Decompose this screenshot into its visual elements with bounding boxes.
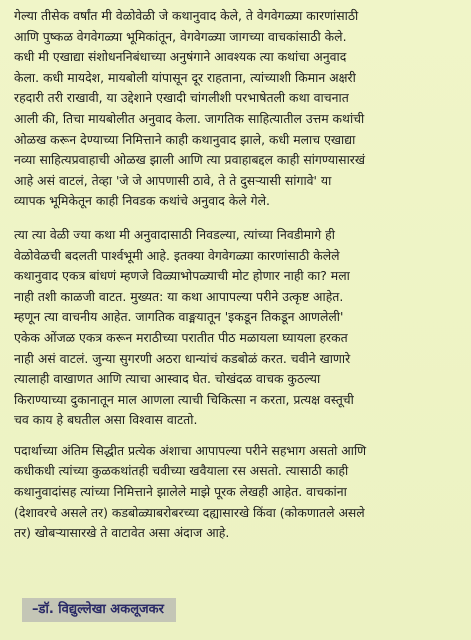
- text-line: रहदारी तरी राखावी, या उद्देशाने एखादी चांगलीशी परभाषेतली कथा वाचनात: [14, 90, 349, 106]
- text-line: आहे असं वाटलं, तेव्हा 'जे जे आपणासी ठावे, ते ते दुसऱ्यासी सांगावे' या: [14, 172, 332, 188]
- text-line: वेळोवेळची बदलती पार्श्वभूमी आहे. इतक्या वेगवेगळ्या कारणांसाठी केलेले: [14, 247, 340, 263]
- text-line: आली की, तिचा मायबोलीत अनुवाद केला. जागतिक साहित्यातील उत्तम कथांची: [14, 110, 365, 126]
- text-line: पदार्थाच्या अंतिम सिद्धीत प्रत्येक अंशाचा आपापल्या परीने सहभाग असतो आणि: [14, 442, 367, 458]
- text-line: कथानुवादांसह त्यांच्या निमित्ताने झालेले माझे पूरक लेखही आहेत. वाचकांना: [14, 484, 347, 500]
- text-line: केला. कधी मायदेश, मायबोली यांपासून दूर राहताना, त्यांच्याशी किमान अक्षरी: [14, 69, 356, 85]
- text-line: तर) खोबऱ्यासारखे ते वाटावेत असा अंदाज आहे.: [14, 525, 230, 541]
- text-line: त्या त्या वेळी ज्या कथा मी अनुवादासाठी निवडल्या, त्यांच्या निवडीमागे ही: [14, 226, 335, 242]
- text-line: कधीकधी त्यांच्या कुळकथांतही चवीच्या खवैयाला रस असतो. त्यासाठी काही: [14, 463, 349, 479]
- text-line: आणि पुष्कळ वेगवेगळ्या भूमिकांतून, वेगवेगळ्या जागच्या वाचकांसाठी केले.: [14, 28, 347, 44]
- preface-text: [14, 6, 460, 544]
- paragraph-2: [14, 225, 460, 431]
- author-signature: –डॉ. विद्युल्लेखा अकलूजकर: [22, 598, 176, 622]
- text-line: त्यालाही वाखाणत आणि त्याचा आस्वाद घेत. चोखंदळ वाचक कुठल्या: [14, 371, 321, 387]
- text-line: नाही तशी काळजी वाटत. मुख्यत: या कथा आपापल्या परीने उत्कृष्ट आहेत.: [14, 288, 344, 304]
- text-line: नाही असं वाटलं. जुन्या सुगरणी अठरा धान्यांचं कडबोळं करत. चवीने खाणारे: [14, 350, 351, 366]
- paragraph-1: [14, 6, 460, 212]
- text-line: नव्या साहित्यप्रवाहाची ओळख झाली आणि त्या प्रवाहाबद्दल काही सांगण्यासारखं: [14, 152, 365, 168]
- text-line: गेल्या तीसेक वर्षांत मी वेळोवेळी जे कथानुवाद केले, ते वेगवेगळ्या कारणांसाठी: [14, 8, 359, 23]
- text-line: कधी मी एखाद्या संशोधननिबंधाच्या अनुषंगाने आवश्यक त्या कथांचा अनुवाद: [14, 49, 347, 65]
- text-line: ओळख करून देण्याच्या निमित्ताने काही कथानुवाद झाले, कधी मलाच एखाद्या: [14, 131, 356, 147]
- text-line: चव काय हे बघतील असा विश्वास वाटतो.: [14, 412, 198, 428]
- text-line: एकेक ओंजळ एकत्र करून मराठीच्या परातीत पीठ मळायला घ्यायला हरकत: [14, 329, 348, 345]
- text-line: म्हणून त्या वाचनीय आहेत. जागतिक वाङ्मयातून 'इकडून तिकडून आणलेली': [14, 309, 344, 325]
- text-line: कथानुवाद एकत्र बांधणं म्हणजे विळ्याभोपळ्याची मोट होणार नाही का? मला: [14, 268, 350, 284]
- text-line: किराण्याच्या दुकानातून माल आणला त्याची चिकित्सा न करता, प्रत्यक्ष वस्तूची: [14, 391, 354, 407]
- paragraph-3: [14, 441, 460, 544]
- text-line: व्यापक भूमिकेतून काही निवडक कथांचे अनुवाद केले गेले.: [14, 193, 270, 209]
- text-line: (देशावरचे असले तर) कडबोळ्याबरोबरच्या दह्यासारखे किंवा (कोकणातले असले: [14, 504, 365, 520]
